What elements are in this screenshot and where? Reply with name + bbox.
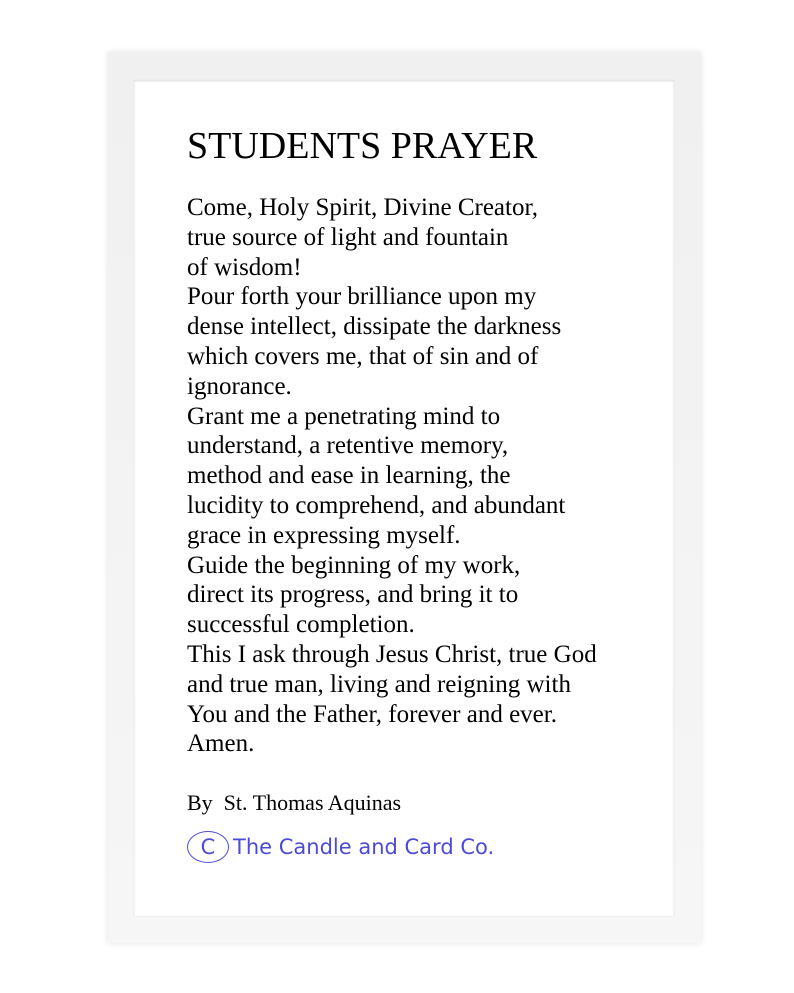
prayer-line: You and the Father, forever and ever. [187, 700, 557, 728]
prayer-line: lucidity to comprehend, and abundant [187, 491, 566, 519]
prayer-line: which covers me, that of sin and of [187, 342, 539, 370]
copyright-line [187, 831, 494, 863]
prayer-line: direct its progress, and bring it to [187, 581, 519, 609]
prayer-line: true source of light and fountain [187, 223, 509, 251]
prayer-body [187, 193, 597, 759]
prayer-line: Come, Holy Spirit, Divine Creator, [187, 194, 539, 221]
prayer-title: STUDENTS PRAYER [187, 125, 538, 167]
prayer-line: Guide the beginning of my work, [187, 551, 521, 579]
prayer-line: grace in expressing myself. [187, 521, 461, 549]
prayer-line: dense intellect, dissipate the darkness [187, 313, 562, 341]
prayer-line: This I ask through Jesus Christ, true God [187, 640, 597, 668]
prayer-line: Amen. [187, 730, 255, 758]
prayer-line: Grant me a penetrating mind to [187, 402, 501, 430]
author-line: By St. Thomas Aquinas [187, 790, 402, 815]
prayer-line: and true man, living and reigning with [187, 670, 571, 698]
copyright-icon: C [187, 831, 229, 863]
prayer-line: of wisdom! [187, 253, 302, 281]
copyright-text: The Candle and Card Co. [233, 835, 495, 859]
prayer-line: successful completion. [187, 611, 415, 639]
prayer-line: method and ease in learning, the [187, 462, 511, 490]
prayer-line: understand, a retentive memory, [187, 432, 509, 460]
prayer-line: Pour forth your brilliance upon my [187, 283, 537, 311]
prayer-line: ignorance. [187, 372, 292, 400]
